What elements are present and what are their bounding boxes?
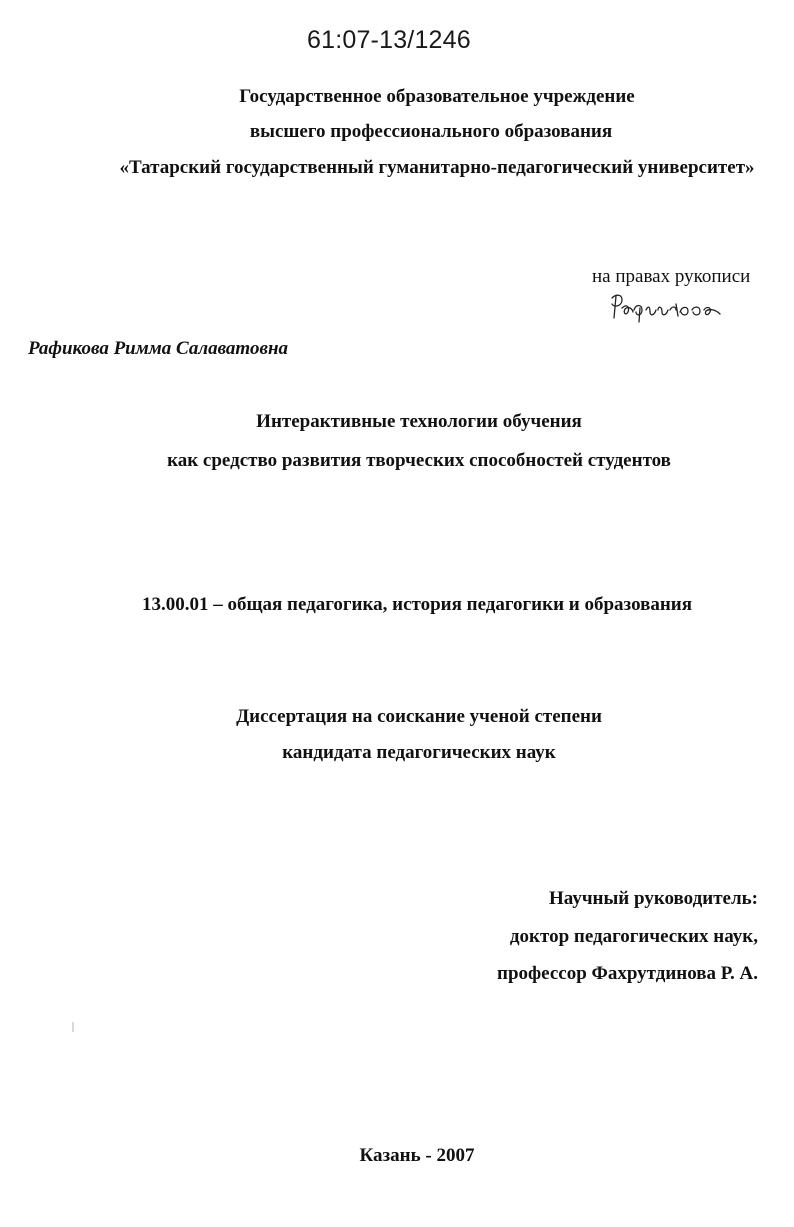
- archive-stamp: 61:07-13/1246: [307, 26, 471, 54]
- place-year: Казань - 2007: [359, 1145, 475, 1166]
- dissertation-title-line-1: Интерактивные технологии обучения: [256, 411, 582, 432]
- author-name: Рафикова Римма Салаватовна: [28, 338, 288, 359]
- specialty-code: 13.00.01 – общая педагогика, история педагогики и образования: [141, 594, 693, 615]
- handwritten-signature: [606, 286, 726, 326]
- institution-line-3: «Татарский государственный гуманитарно-педагогический университет»: [119, 157, 755, 178]
- supervisor-degree: доктор педагогических наук,: [509, 926, 758, 947]
- supervisor-label: Научный руководитель:: [549, 888, 758, 909]
- degree-line-2: кандидата педагогических наук: [282, 742, 556, 763]
- institution-line-2: высшего профессионального образования: [249, 121, 613, 142]
- dissertation-title-line-2: как средство развития творческих способностей студентов: [167, 450, 671, 471]
- institution-line-1: Государственное образовательное учреждение: [239, 86, 635, 107]
- manuscript-note: на правах рукописи: [592, 266, 751, 287]
- scan-speck: [72, 1022, 74, 1032]
- supervisor-name: профессор Фахрутдинова Р. А.: [497, 963, 758, 984]
- degree-line-1: Диссертация на соискание ученой степени: [236, 706, 602, 727]
